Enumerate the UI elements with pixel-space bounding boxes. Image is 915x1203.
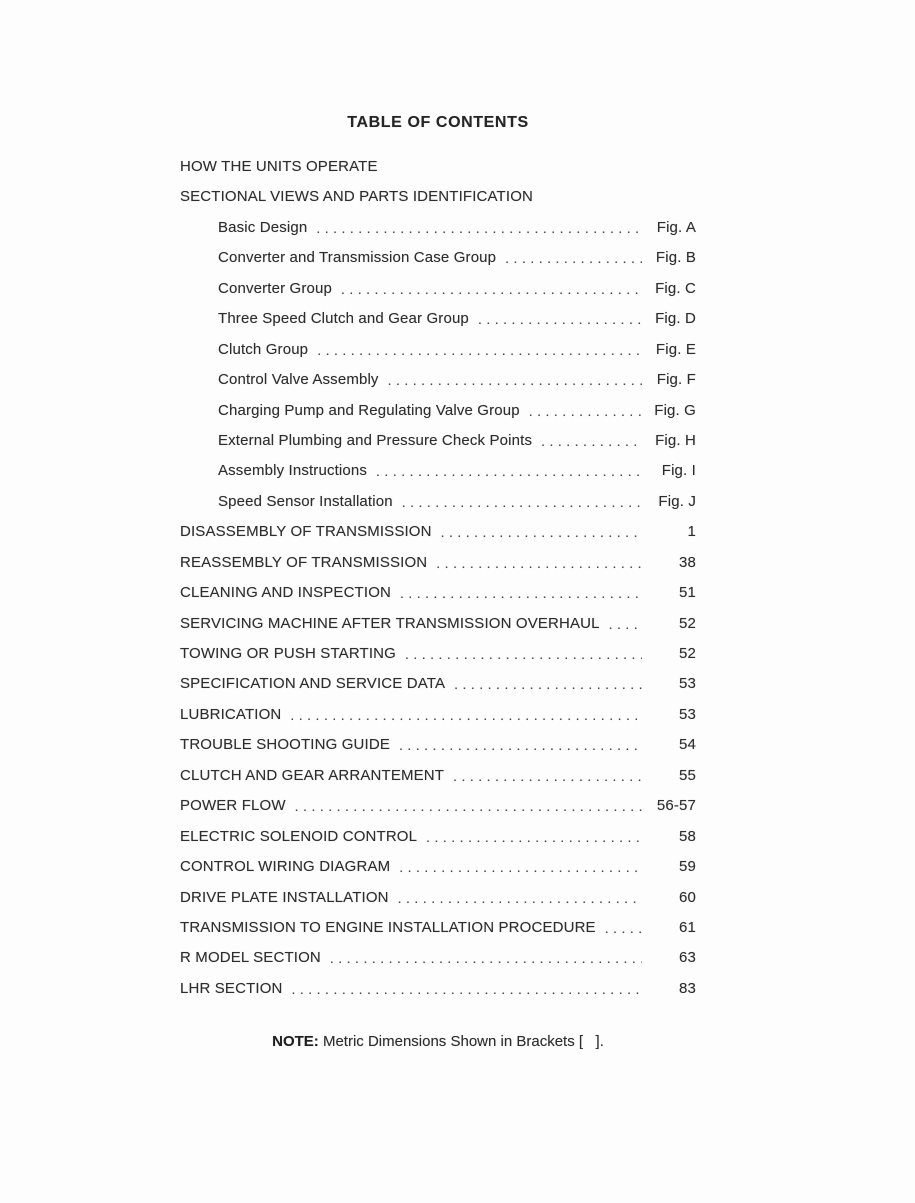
toc-entry <box>180 396 696 426</box>
toc-entry-label: REASSEMBLY OF TRANSMISSION <box>180 553 428 571</box>
toc-entry-label: DRIVE PLATE INSTALLATION <box>180 888 389 906</box>
toc-entry-label: SECTIONAL VIEWS AND PARTS IDENTIFICATION <box>180 188 533 206</box>
toc-entry-label: ELECTRIC SOLENOID CONTROL <box>180 827 418 845</box>
toc-entry-label: CLUTCH AND GEAR ARRANTEMENT <box>180 766 445 784</box>
toc-entry-label: Converter Group <box>218 279 332 297</box>
toc-entry <box>180 517 696 547</box>
toc-entry <box>180 487 696 517</box>
toc-entry-label: DISASSEMBLY OF TRANSMISSION <box>180 523 432 541</box>
page-title: TABLE OF CONTENTS <box>347 114 529 131</box>
footnote-label: NOTE: <box>272 1033 319 1050</box>
toc-entry-page: 1 <box>687 523 696 541</box>
toc-entry-page: Fig. E <box>655 340 696 358</box>
toc-entry-label: CLEANING AND INSPECTION <box>180 584 391 602</box>
toc-entry-page: 54 <box>679 736 696 754</box>
toc-entry-label: TRANSMISSION TO ENGINE INSTALLATION PROCEDURE <box>180 918 596 936</box>
toc-entry-page: Fig. G <box>654 401 696 419</box>
dot-leader <box>402 487 642 517</box>
dot-leader <box>541 426 642 456</box>
toc-entry <box>180 822 696 852</box>
footnote-text: Metric Dimensions Shown in Brackets [ ]. <box>318 1033 604 1050</box>
dot-leader <box>330 943 642 973</box>
toc-entry-label: Speed Sensor Installation <box>218 492 393 510</box>
dot-leader <box>400 578 642 608</box>
toc-entry <box>180 548 696 578</box>
toc-entry-page: 63 <box>679 949 696 967</box>
toc-entry <box>180 335 696 365</box>
toc-entry <box>180 578 696 608</box>
toc-entry <box>180 791 696 821</box>
toc-entry-label: LUBRICATION <box>180 705 282 723</box>
toc-entry-page: Fig. D <box>655 310 696 328</box>
toc-entry-label: Converter and Transmission Case Group <box>218 249 497 267</box>
toc-entry-page: Fig. H <box>655 431 696 449</box>
toc-entry-label: SERVICING MACHINE AFTER TRANSMISSION OVERHAUL <box>180 614 600 632</box>
dot-leader <box>441 517 642 547</box>
toc-entry-page: Fig. A <box>656 218 696 236</box>
toc-entry <box>180 426 696 456</box>
dot-leader <box>290 700 642 730</box>
dot-leader <box>453 761 642 791</box>
toc-entry-page: Fig. J <box>658 492 696 510</box>
dot-leader <box>478 304 642 334</box>
toc-entry-page: 58 <box>679 827 696 845</box>
toc-entry-page: Fig. I <box>661 462 696 480</box>
toc-entry-label: TROUBLE SHOOTING GUIDE <box>180 736 390 754</box>
toc-entry <box>180 304 696 334</box>
dot-leader <box>436 548 642 578</box>
dot-leader <box>399 730 642 760</box>
toc-entry-page: 38 <box>679 553 696 571</box>
toc-entry-label: Assembly Instructions <box>218 462 368 480</box>
dot-leader <box>605 913 642 943</box>
toc-entry-page: 61 <box>679 918 696 936</box>
toc-entry <box>180 182 696 212</box>
toc-entry-page: 59 <box>679 858 696 876</box>
dot-leader <box>505 243 642 273</box>
toc-entry <box>180 852 696 882</box>
toc-entry-page: 52 <box>679 614 696 632</box>
toc-entry <box>180 243 696 273</box>
page-content <box>180 0 696 1203</box>
toc-entry <box>180 913 696 943</box>
toc-entry-page: Fig. B <box>655 249 696 267</box>
dot-leader <box>454 669 642 699</box>
toc-entry-label: Clutch Group <box>218 340 309 358</box>
toc-entry-label: Basic Design <box>218 218 308 236</box>
dot-leader <box>426 822 642 852</box>
toc-entry <box>180 883 696 913</box>
toc-entry <box>180 700 696 730</box>
footnote <box>180 1033 696 1050</box>
toc-entry-page: 56-57 <box>656 797 696 815</box>
toc-entry-label: Charging Pump and Regulating Valve Group <box>218 401 520 419</box>
dot-leader <box>341 274 642 304</box>
toc-entry <box>180 761 696 791</box>
dot-leader <box>405 639 642 669</box>
toc-entry-label: SPECIFICATION AND SERVICE DATA <box>180 675 446 693</box>
toc-entry-page: Fig. F <box>656 371 696 389</box>
toc-entry-label: CONTROL WIRING DIAGRAM <box>180 858 391 876</box>
toc-entry-label: Control Valve Assembly <box>218 371 379 389</box>
toc-entry-page: 55 <box>679 766 696 784</box>
dot-leader <box>317 335 642 365</box>
toc-entry-page: 83 <box>679 979 696 997</box>
toc-entry <box>180 365 696 395</box>
toc-entry-label: TOWING OR PUSH STARTING <box>180 645 396 662</box>
dot-leader <box>316 213 642 243</box>
toc-entry <box>180 609 696 639</box>
toc-entry-page: 51 <box>679 584 696 602</box>
toc-entry-label: External Plumbing and Pressure Check Points <box>218 431 533 449</box>
toc-entry <box>180 974 696 1004</box>
toc-entry <box>180 730 696 760</box>
dot-leader <box>609 609 642 639</box>
toc-entry <box>180 274 696 304</box>
toc-entry <box>180 639 696 669</box>
toc-entry-label: HOW THE UNITS OPERATE <box>180 158 378 175</box>
toc-entry-page: Fig. C <box>655 279 696 297</box>
dot-leader <box>376 456 642 486</box>
toc-entry-page: 60 <box>679 888 696 906</box>
toc-list <box>180 152 696 1004</box>
toc-entry-label: R MODEL SECTION <box>180 949 321 967</box>
toc-entry-label: Three Speed Clutch and Gear Group <box>218 310 469 328</box>
toc-entry <box>180 152 696 182</box>
toc-entry-page: 53 <box>679 705 696 723</box>
toc-entry <box>180 669 696 699</box>
dot-leader <box>295 791 642 821</box>
toc-entry <box>180 213 696 243</box>
dot-leader <box>292 974 643 1004</box>
toc-entry-label: LHR SECTION <box>180 979 283 997</box>
toc-entry <box>180 943 696 973</box>
toc-entry-page: 53 <box>679 675 696 693</box>
dot-leader <box>399 852 642 882</box>
dot-leader <box>388 365 642 395</box>
dot-leader <box>398 883 642 913</box>
toc-entry <box>180 456 696 486</box>
dot-leader <box>529 396 642 426</box>
toc-entry-page: 52 <box>679 645 696 662</box>
toc-entry-label: POWER FLOW <box>180 797 286 815</box>
